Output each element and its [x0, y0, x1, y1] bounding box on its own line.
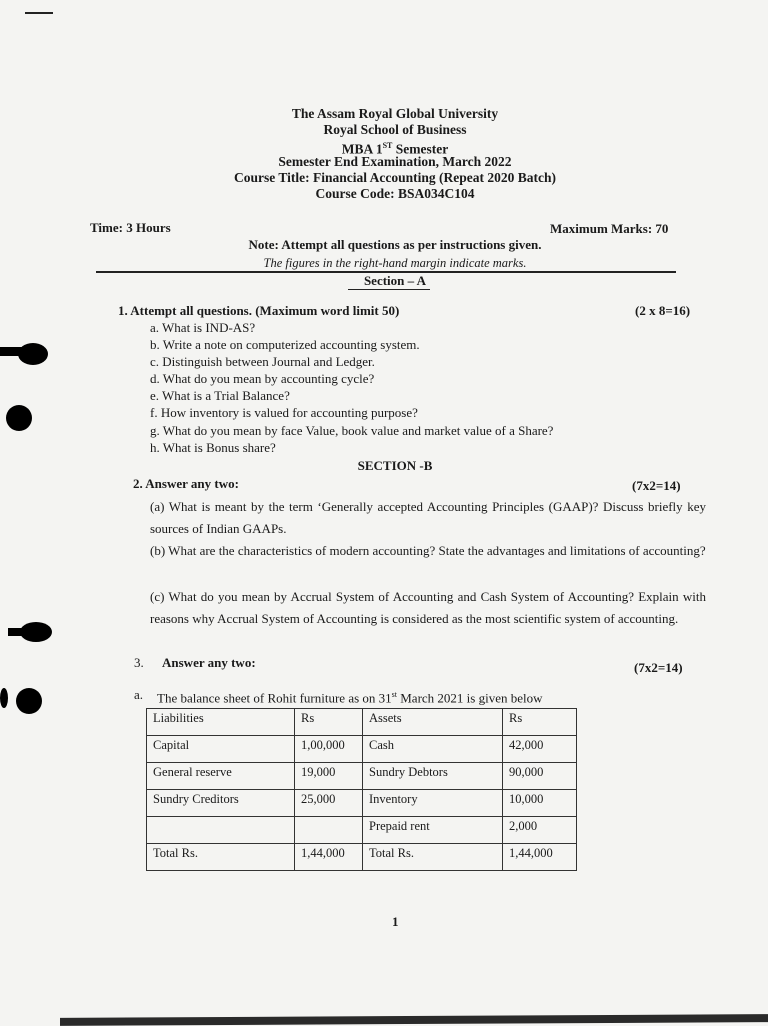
course-code: Course Code: BSA034C104 [315, 186, 475, 201]
header-assets-rs: Rs [503, 709, 577, 736]
liability-total-label: Total Rs. [147, 844, 295, 871]
table-row [147, 736, 577, 763]
asset-amount: 2,000 [503, 817, 577, 844]
liability-name: Sundry Creditors [147, 790, 295, 817]
punch-hole-3-tail [8, 628, 28, 636]
q3-label: Answer any two: [162, 655, 256, 670]
q1-label: 1. Attempt all questions. (Maximum word limit 50) [118, 303, 400, 318]
q3-marks: (7x2=14) [634, 660, 683, 675]
liability-name [147, 817, 295, 844]
q1-item-d: d. What do you mean by accounting cycle? [150, 371, 375, 386]
table-row [147, 763, 577, 790]
asset-amount: 42,000 [503, 736, 577, 763]
university-name: The Assam Royal Global University [291, 106, 499, 121]
asset-name: Inventory [363, 790, 503, 817]
liability-total-amount: 1,44,000 [295, 844, 363, 871]
liability-amount: 25,000 [295, 790, 363, 817]
header-assets: Assets [363, 709, 503, 736]
q3-number: 3. [134, 655, 144, 670]
figures-note: The figures in the right-hand margin indicate marks. [263, 256, 527, 270]
asset-total-label: Total Rs. [363, 844, 503, 871]
header-liabilities: Liabilities [147, 709, 295, 736]
q2-part-b: (b) What are the characteristics of modern accounting? State the advantages and limitations of accounting? [150, 543, 706, 558]
school-name: Royal School of Business [323, 122, 467, 137]
asset-amount: 90,000 [503, 763, 577, 790]
exam-name: Semester End Examination, March 2022 [278, 154, 512, 169]
page-number: 1 [392, 914, 399, 929]
scan-mark-top [25, 12, 53, 14]
q2-part-c: (c) What do you mean by Accrual System of Accounting and Cash System of Accounting? Explain with reasons why Accrual System of Accounting is considered as the most scientific system of accounting. [150, 589, 706, 626]
q2-marks: (7x2=14) [632, 478, 681, 493]
asset-name: Cash [363, 736, 503, 763]
table-row [147, 817, 577, 844]
q1-item-h: h. What is Bonus share? [150, 440, 276, 455]
q2-part-a: (a) What is meant by the term ‘Generally accepted Accounting Principles (GAAP)? Discuss briefly key sources of Indian GAAPs. [150, 499, 706, 536]
header-liabilities-rs: Rs [295, 709, 363, 736]
q3a-text: The balance sheet of Rohit furniture as on 31st March 2021 is given below [157, 690, 543, 706]
table-row [147, 790, 577, 817]
liability-name: Capital [147, 736, 295, 763]
liability-name: General reserve [147, 763, 295, 790]
q3a-letter: a. [134, 687, 144, 702]
table-header-row [147, 709, 577, 736]
balance-sheet-table [146, 708, 577, 871]
liability-amount: 19,000 [295, 763, 363, 790]
table-total-row [147, 844, 577, 871]
asset-total-amount: 1,44,000 [503, 844, 577, 871]
time-label: Time: 3 Hours [90, 220, 171, 235]
course-title: Course Title: Financial Accounting (Repeat 2020 Batch) [234, 170, 556, 185]
punch-hole-4 [16, 688, 42, 714]
liability-amount [295, 817, 363, 844]
liability-amount: 1,00,000 [295, 736, 363, 763]
max-marks: Maximum Marks: 70 [550, 221, 669, 236]
section-b-title: SECTION -B [357, 458, 433, 473]
program-name: MBA 1ST Semester [341, 141, 449, 157]
punch-hole-2 [6, 405, 32, 431]
q1-item-e: e. What is a Trial Balance? [150, 388, 290, 403]
section-a-title: Section – A [363, 273, 427, 288]
q1-item-c: c. Distinguish between Journal and Ledger. [150, 354, 375, 369]
instructions-note: Note: Attempt all questions as per instructions given. [248, 237, 542, 252]
q1-item-b: b. Write a note on computerized accounting system. [150, 337, 420, 352]
punch-hole-4-edge [0, 688, 8, 708]
q1-item-f: f. How inventory is valued for accounting purpose? [150, 405, 418, 420]
q1-item-g: g. What do you mean by face Value, book value and market value of a Share? [150, 423, 554, 438]
punch-hole-1-tail [0, 347, 24, 356]
asset-amount: 10,000 [503, 790, 577, 817]
section-a-underline [348, 289, 430, 290]
q2-label: 2. Answer any two: [133, 476, 239, 491]
q1-item-a: a. What is IND-AS? [150, 320, 256, 335]
scan-bottom-edge [60, 1014, 768, 1026]
asset-name: Sundry Debtors [363, 763, 503, 790]
q1-marks: (2 x 8=16) [635, 303, 691, 318]
asset-name: Prepaid rent [363, 817, 503, 844]
